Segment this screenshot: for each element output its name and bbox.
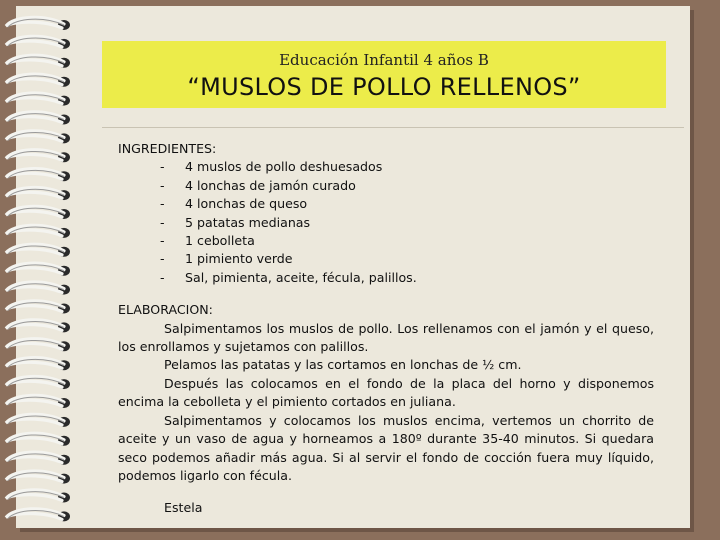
binding-ring bbox=[6, 282, 70, 295]
binding-ring bbox=[6, 339, 70, 352]
binding-ring bbox=[6, 320, 70, 333]
spiral-binding bbox=[0, 0, 90, 540]
recipe-title: “MUSLOS DE POLLO RELLENOS” bbox=[187, 73, 581, 101]
bullet-dash: - bbox=[160, 177, 165, 193]
author-signature: Estela bbox=[164, 500, 203, 516]
binding-ring bbox=[6, 414, 70, 427]
list-item bbox=[118, 250, 654, 268]
class-subtitle: Educación Infantil 4 años B bbox=[279, 51, 489, 69]
binding-ring bbox=[6, 93, 70, 106]
list-item bbox=[118, 158, 654, 176]
binding-ring bbox=[6, 55, 70, 68]
binding-ring bbox=[6, 433, 70, 446]
ingredient-text: Sal, pimienta, aceite, fécula, palillos. bbox=[185, 269, 417, 285]
recipe-body bbox=[118, 140, 654, 518]
binding-ring bbox=[6, 17, 70, 30]
binding-ring bbox=[6, 358, 70, 371]
list-item bbox=[118, 214, 654, 232]
ingredients-list bbox=[118, 158, 654, 287]
elaboration-heading: ELABORACION: bbox=[118, 302, 213, 318]
elaboration-step: Pelamos las patatas y las cortamos en lonchas de ½ cm. bbox=[164, 357, 522, 373]
binding-ring bbox=[6, 244, 70, 257]
binding-ring bbox=[6, 395, 70, 408]
ingredient-text: 4 muslos de pollo deshuesados bbox=[185, 159, 383, 175]
binding-ring bbox=[6, 471, 70, 484]
ingredient-text: 1 cebolleta bbox=[185, 233, 255, 249]
binding-ring bbox=[6, 188, 70, 201]
bullet-dash: - bbox=[160, 233, 165, 249]
binding-ring bbox=[6, 206, 70, 219]
title-banner bbox=[102, 41, 666, 108]
ingredients-heading: INGREDIENTES: bbox=[118, 141, 217, 156]
list-item bbox=[118, 269, 654, 287]
ingredient-text: 1 pimiento verde bbox=[185, 251, 293, 267]
binding-ring bbox=[6, 377, 70, 390]
ingredient-text: 4 lonchas de jamón curado bbox=[185, 177, 356, 193]
elaboration-step: Después las colocamos en el fondo de la placa del horno y disponemos encima la cebolleta y el pimiento cortados en juliana. bbox=[118, 375, 654, 410]
binding-ring bbox=[6, 131, 70, 144]
binding-ring bbox=[6, 452, 70, 465]
binding-ring bbox=[6, 36, 70, 49]
bullet-dash: - bbox=[160, 196, 165, 212]
binding-ring bbox=[6, 74, 70, 87]
bullet-dash: - bbox=[160, 159, 165, 175]
list-item bbox=[118, 195, 654, 213]
elaboration-step: Salpimentamos y colocamos los muslos encima, vertemos un chorrito de aceite y un vaso de agua y horneamos a 180º durante 35-40 minutos. Si quedara seco podemos añadir más agua. Si al servir el fondo de cocción fuera muy líquido, podemos ligarlo con fécula. bbox=[118, 412, 654, 483]
ingredient-text: 4 lonchas de queso bbox=[185, 196, 308, 212]
binding-ring bbox=[6, 301, 70, 314]
binding-ring bbox=[6, 225, 70, 238]
divider-line bbox=[102, 127, 684, 128]
list-item bbox=[118, 177, 654, 195]
list-item bbox=[118, 232, 654, 250]
bullet-dash: - bbox=[160, 269, 165, 285]
elaboration-step: Salpimentamos los muslos de pollo. Los rellenamos con el jamón y el queso, los enrollamos y sujetamos con palillos. bbox=[118, 320, 654, 355]
binding-ring bbox=[6, 169, 70, 182]
binding-ring bbox=[6, 112, 70, 125]
bullet-dash: - bbox=[160, 214, 165, 230]
binding-ring bbox=[6, 263, 70, 276]
ingredient-text: 5 patatas medianas bbox=[185, 214, 311, 230]
binding-ring bbox=[6, 490, 70, 503]
binding-ring bbox=[6, 509, 70, 522]
bullet-dash: - bbox=[160, 251, 165, 267]
binding-ring bbox=[6, 150, 70, 163]
